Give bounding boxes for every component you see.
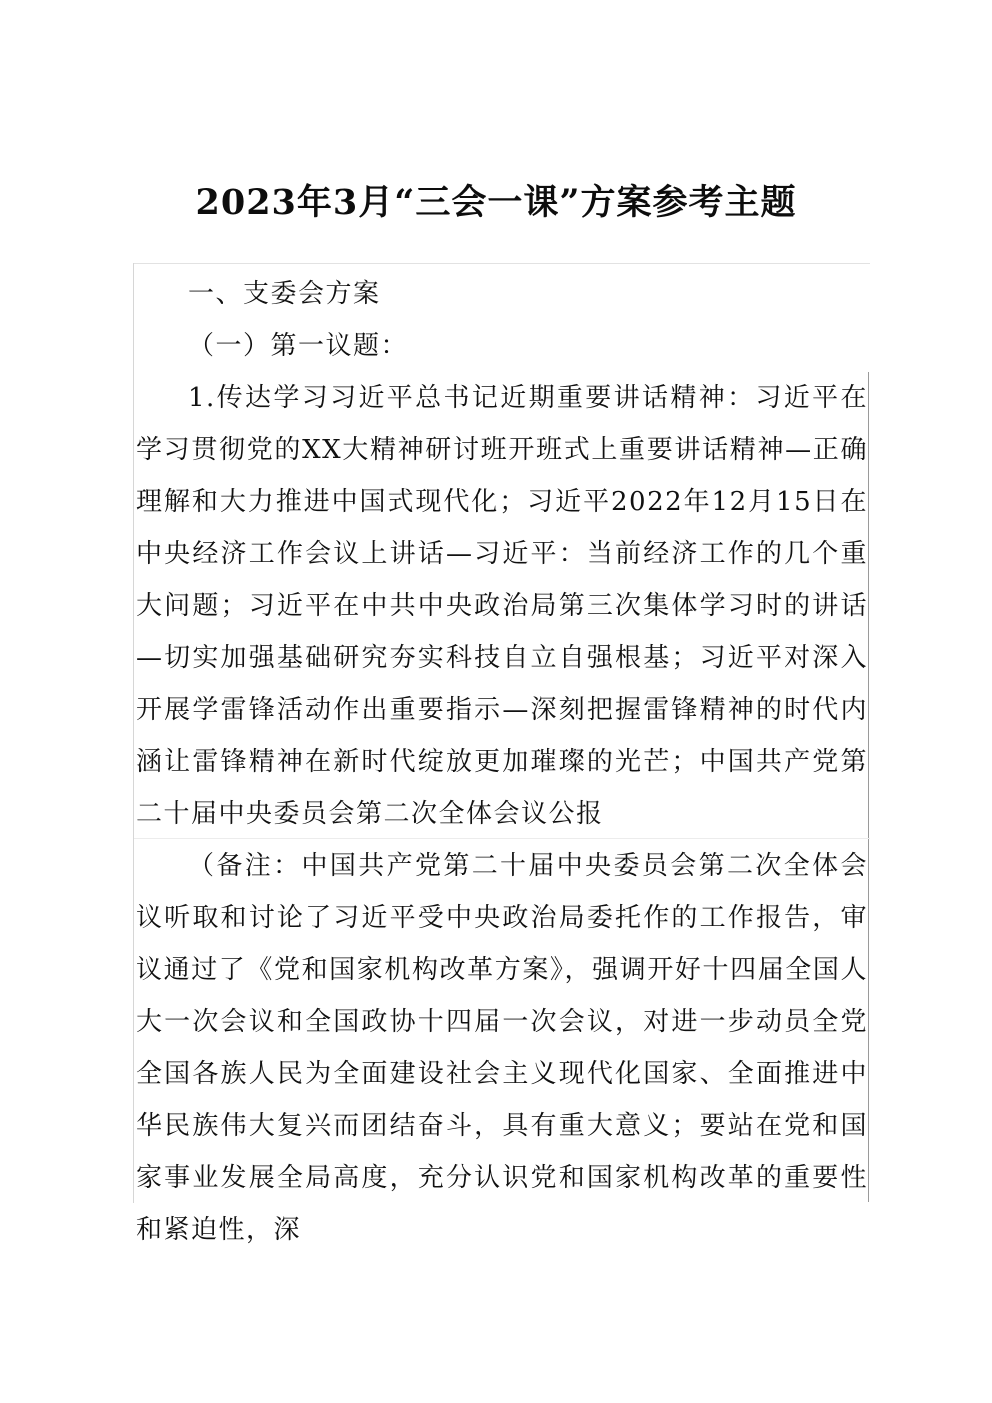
section-heading: 一、支委会方案 — [188, 279, 381, 309]
item-paragraph: 1.传达学习习近平总书记近期重要讲话精神：习近平在学习贯彻党的XX大精神研讨班开班式上重要讲话精神—正确理解和大力推进中国式现代化；习近平2022年12月15日在中央经济工作会议上讲话—习近平：当前经济工作的几个重大问题；习近平在中共中央政治局第三次集体学习时的讲话—切实加强基础研究夯实科技自立自强根基；习近平对深入开展学雷锋活动作出重要指示—深刻把握雷锋精神的时代内涵让雷锋精神在新时代绽放更加璀璨的光芒；中国共产党第二十届中央委员会第二次全体会议公报 — [136, 383, 868, 829]
document-body — [136, 268, 868, 1256]
note-paragraph: （备注：中国共产党第二十届中央委员会第二次全体会议听取和讨论了习近平受中央政治局委托作的工作报告，审议通过了《党和国家机构改革方案》，强调开好十四届全国人大一次会议和全国政协十四届一次会议，对进一步动员全党全国各族人民为全面建设社会主义现代化国家、全面推进中华民族伟大复兴而团结奋斗，具有重大意义；要站在党和国家事业发展全局高度，充分认识党和国家机构改革的重要性和紧迫性，深 — [136, 851, 868, 1245]
sub-heading: （一）第一议题： — [188, 331, 409, 361]
page-title: 2023年3月“三会一课”方案参考主题 — [195, 182, 797, 223]
frame-right-line — [868, 372, 869, 1202]
frame-top-line — [134, 263, 870, 264]
frame-left-line — [133, 263, 134, 1203]
